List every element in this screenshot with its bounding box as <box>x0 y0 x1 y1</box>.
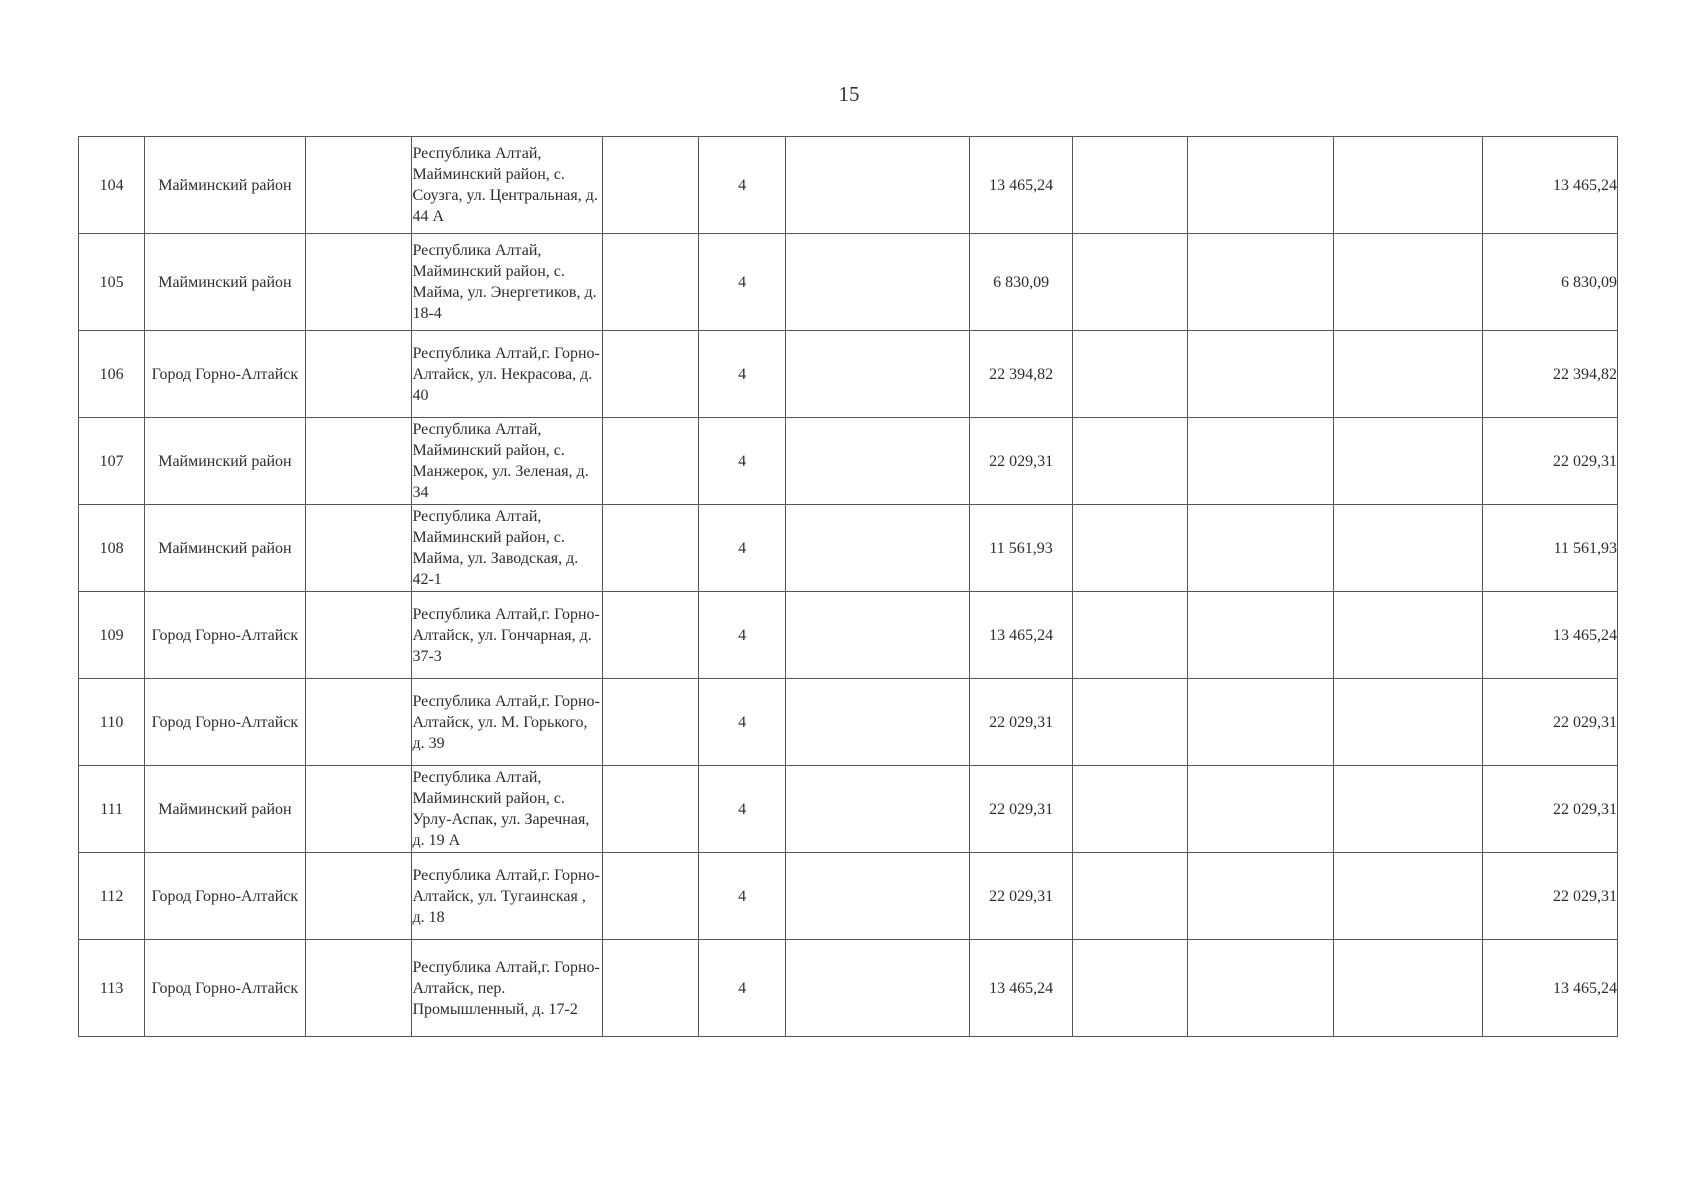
table-row <box>79 592 1618 679</box>
empty-cell <box>305 766 412 853</box>
empty-cell <box>786 766 970 853</box>
total-cell: 11 561,93 <box>1483 505 1618 592</box>
empty-cell <box>1188 766 1333 853</box>
empty-cell <box>602 853 698 940</box>
empty-cell <box>305 679 412 766</box>
empty-cell <box>602 592 698 679</box>
empty-cell <box>305 592 412 679</box>
empty-cell <box>602 234 698 331</box>
row-number: 109 <box>79 592 145 679</box>
empty-cell <box>1188 234 1333 331</box>
empty-cell <box>602 137 698 234</box>
empty-cell <box>1333 505 1483 592</box>
district-cell: Майминский район <box>145 505 305 592</box>
empty-cell <box>602 418 698 505</box>
empty-cell <box>305 331 412 418</box>
empty-cell <box>1188 940 1333 1037</box>
addresses-table <box>78 136 1618 1037</box>
district-cell: Город Горно-Алтайск <box>145 853 305 940</box>
amount-cell: 22 029,31 <box>970 766 1073 853</box>
quantity-cell: 4 <box>698 137 786 234</box>
address-cell: Республика Алтай, Майминский район, с. Майма, ул. Заводская, д. 42-1 <box>412 505 602 592</box>
empty-cell <box>786 505 970 592</box>
amount-cell: 22 394,82 <box>970 331 1073 418</box>
row-number: 107 <box>79 418 145 505</box>
address-cell: Республика Алтай, Майминский район, с. Соузга, ул. Центральная, д. 44 А <box>412 137 602 234</box>
row-number: 113 <box>79 940 145 1037</box>
address-cell: Республика Алтай,г. Горно-Алтайск, пер. Промышленный, д. 17-2 <box>412 940 602 1037</box>
row-number: 106 <box>79 331 145 418</box>
total-cell: 22 394,82 <box>1483 331 1618 418</box>
empty-cell <box>1188 679 1333 766</box>
total-cell: 22 029,31 <box>1483 853 1618 940</box>
empty-cell <box>1333 331 1483 418</box>
district-cell: Город Горно-Алтайск <box>145 679 305 766</box>
table-row <box>79 505 1618 592</box>
empty-cell <box>305 853 412 940</box>
empty-cell <box>305 940 412 1037</box>
empty-cell <box>602 679 698 766</box>
empty-cell <box>1188 592 1333 679</box>
quantity-cell: 4 <box>698 234 786 331</box>
empty-cell <box>602 331 698 418</box>
address-cell: Республика Алтай, Майминский район, с. Манжерок, ул. Зеленая, д. 34 <box>412 418 602 505</box>
district-cell: Майминский район <box>145 766 305 853</box>
district-cell: Майминский район <box>145 137 305 234</box>
district-cell: Майминский район <box>145 234 305 331</box>
amount-cell: 22 029,31 <box>970 418 1073 505</box>
address-cell: Республика Алтай,г. Горно-Алтайск, ул. М. Горького, д. 39 <box>412 679 602 766</box>
table-row <box>79 940 1618 1037</box>
empty-cell <box>1072 766 1187 853</box>
amount-cell: 22 029,31 <box>970 853 1073 940</box>
row-number: 108 <box>79 505 145 592</box>
empty-cell <box>1072 592 1187 679</box>
table-row <box>79 766 1618 853</box>
table-row <box>79 418 1618 505</box>
row-number: 110 <box>79 679 145 766</box>
empty-cell <box>1072 505 1187 592</box>
address-cell: Республика Алтай,г. Горно-Алтайск, ул. Гончарная, д. 37-3 <box>412 592 602 679</box>
empty-cell <box>1072 331 1187 418</box>
empty-cell <box>1072 679 1187 766</box>
row-number: 112 <box>79 853 145 940</box>
district-cell: Майминский район <box>145 418 305 505</box>
empty-cell <box>1188 418 1333 505</box>
amount-cell: 13 465,24 <box>970 940 1073 1037</box>
table-row <box>79 853 1618 940</box>
amount-cell: 11 561,93 <box>970 505 1073 592</box>
empty-cell <box>786 592 970 679</box>
empty-cell <box>602 940 698 1037</box>
quantity-cell: 4 <box>698 331 786 418</box>
empty-cell <box>1072 418 1187 505</box>
empty-cell <box>786 418 970 505</box>
quantity-cell: 4 <box>698 505 786 592</box>
empty-cell <box>1333 853 1483 940</box>
empty-cell <box>1333 137 1483 234</box>
empty-cell <box>786 940 970 1037</box>
empty-cell <box>1072 853 1187 940</box>
empty-cell <box>1072 234 1187 331</box>
quantity-cell: 4 <box>698 679 786 766</box>
total-cell: 22 029,31 <box>1483 679 1618 766</box>
empty-cell <box>786 853 970 940</box>
total-cell: 13 465,24 <box>1483 592 1618 679</box>
empty-cell <box>786 234 970 331</box>
quantity-cell: 4 <box>698 418 786 505</box>
amount-cell: 13 465,24 <box>970 592 1073 679</box>
empty-cell <box>786 137 970 234</box>
page-number: 15 <box>838 82 860 106</box>
quantity-cell: 4 <box>698 853 786 940</box>
empty-cell <box>602 505 698 592</box>
total-cell: 13 465,24 <box>1483 137 1618 234</box>
empty-cell <box>1188 137 1333 234</box>
empty-cell <box>305 505 412 592</box>
table-row <box>79 137 1618 234</box>
empty-cell <box>602 766 698 853</box>
address-cell: Республика Алтай, Майминский район, с. Урлу-Аспак, ул. Заречная, д. 19 А <box>412 766 602 853</box>
row-number: 111 <box>79 766 145 853</box>
address-cell: Республика Алтай,г. Горно-Алтайск, ул. Тугаинская , д. 18 <box>412 853 602 940</box>
empty-cell <box>786 679 970 766</box>
address-cell: Республика Алтай, Майминский район, с. Майма, ул. Энергетиков, д. 18-4 <box>412 234 602 331</box>
empty-cell <box>1333 679 1483 766</box>
empty-cell <box>1072 137 1187 234</box>
amount-cell: 6 830,09 <box>970 234 1073 331</box>
empty-cell <box>1188 853 1333 940</box>
empty-cell <box>1333 234 1483 331</box>
empty-cell <box>1188 505 1333 592</box>
empty-cell <box>1333 592 1483 679</box>
table-row <box>79 234 1618 331</box>
total-cell: 22 029,31 <box>1483 418 1618 505</box>
total-cell: 22 029,31 <box>1483 766 1618 853</box>
row-number: 104 <box>79 137 145 234</box>
empty-cell <box>1333 418 1483 505</box>
table-row <box>79 679 1618 766</box>
empty-cell <box>1072 940 1187 1037</box>
district-cell: Город Горно-Алтайск <box>145 331 305 418</box>
district-cell: Город Горно-Алтайск <box>145 940 305 1037</box>
row-number: 105 <box>79 234 145 331</box>
quantity-cell: 4 <box>698 766 786 853</box>
amount-cell: 13 465,24 <box>970 137 1073 234</box>
empty-cell <box>786 331 970 418</box>
empty-cell <box>305 137 412 234</box>
empty-cell <box>1333 766 1483 853</box>
table-row <box>79 331 1618 418</box>
district-cell: Город Горно-Алтайск <box>145 592 305 679</box>
quantity-cell: 4 <box>698 592 786 679</box>
amount-cell: 22 029,31 <box>970 679 1073 766</box>
address-cell: Республика Алтай,г. Горно-Алтайск, ул. Некрасова, д. 40 <box>412 331 602 418</box>
empty-cell <box>305 234 412 331</box>
quantity-cell: 4 <box>698 940 786 1037</box>
empty-cell <box>1333 940 1483 1037</box>
total-cell: 13 465,24 <box>1483 940 1618 1037</box>
total-cell: 6 830,09 <box>1483 234 1618 331</box>
empty-cell <box>305 418 412 505</box>
empty-cell <box>1188 331 1333 418</box>
